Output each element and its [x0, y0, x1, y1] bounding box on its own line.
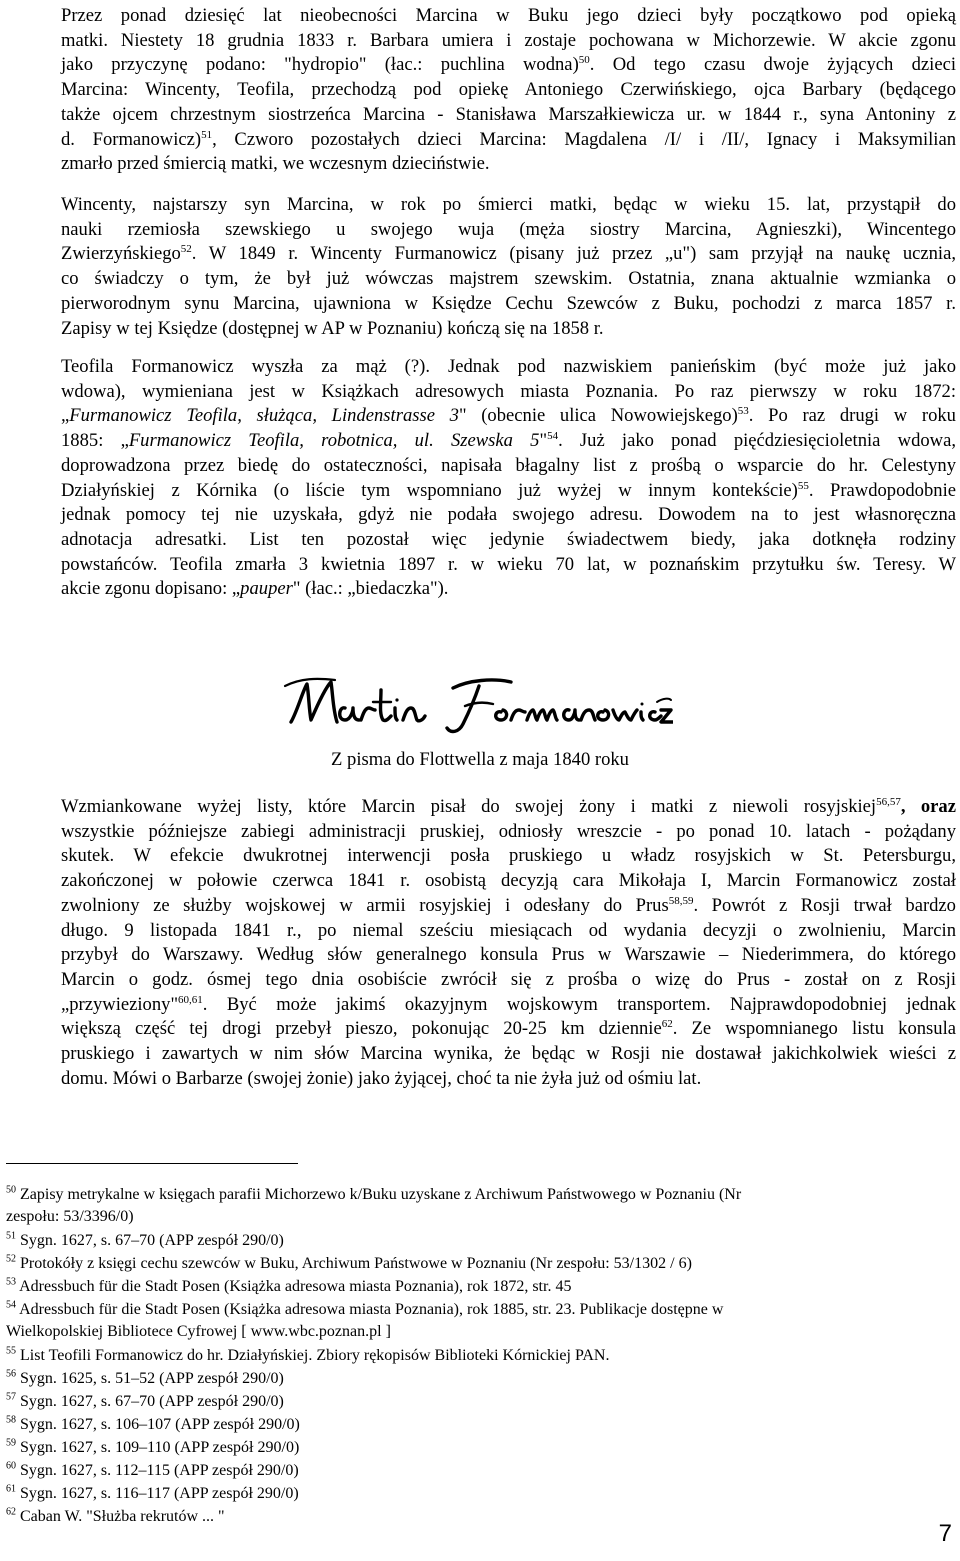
paragraph-2 — [6, 193, 956, 341]
text-line: adnotacja adresatki. List ten pozostał więc jedynie świadectwem biedy, jaka dotknęła rodziny — [61, 528, 956, 550]
footnote-number: 61 — [6, 1483, 16, 1495]
footnote: $^{58}$ Sygn. 1627, s. 106–107 (APP zespół 290/0) — [6, 1414, 300, 1433]
text-line: długo. 9 listopada 1841 r., po niemal sześciu miesiącach od wydania decyzji o zwolnieniu, Marcin — [61, 919, 956, 941]
footnote-number: 57 — [6, 1391, 16, 1403]
text-line: akcie zgonu dopisano: „pauper" (łac.: „biedaczka"). — [61, 578, 449, 600]
footnote: $^{62}$ Caban W. "Służba rekrutów ... " — [6, 1506, 225, 1525]
handwritten-signature — [283, 672, 673, 744]
footnote-ref[interactable]: 53 — [737, 405, 749, 418]
text-line: nauki rzemiosła szewskiego u swojego wuja (męża siostry Marcina, Agnieszki), Wincentego — [61, 218, 956, 240]
text-line: zmarło przed śmiercią matki, we wczesnym dzieciństwie. — [61, 153, 490, 175]
image-caption: Z pisma do Flottwella z maja 1840 roku — [331, 749, 629, 770]
footnote: $^{56}$ Sygn. 1625, s. 51–52 (APP zespół 290/0) — [6, 1368, 284, 1387]
footnote: $^{50}$ Zapisy metrykalne w księgach parafii Michorzewo k/Buku uzyskane z Archiwum Państwowego w Poznaniu (Nr zespołu: 53/3396/0) — [6, 1184, 742, 1225]
footnote-ref[interactable]: 52 — [180, 243, 192, 256]
page-number: 7 — [938, 1520, 952, 1547]
footnote-number: 59 — [6, 1437, 16, 1449]
text-line: Działyńskiej z Kórnika (o liście tym wspomniano już wyżej w innym kontekście)$^{55}$. Prawdopodobnie — [61, 479, 956, 501]
footnote-ref[interactable]: 58,59 — [668, 894, 694, 907]
paragraph-1 — [6, 4, 956, 177]
text-line: Wincenty, najstarszy syn Marcina, w rok po śmierci matki, będąc w wieku 15. lat, przystąpił do — [61, 194, 956, 215]
text-line: jednak pomocy tej nie uzyskała, gdyż nie podała swojego adresu. Dowodem na to jest własnoręczna — [61, 504, 956, 526]
text-line: skutek. W efekcie dwukrotnej interwencji posła pruskiego u władz rosyjskich w St. Petersburgu, — [61, 845, 956, 867]
text-line: Zwierzyńskiego$^{52}$. W 1849 r. Wincenty Furmanowicz (pisany już przez „u") sam przyjął na naukę ucznia, — [61, 243, 956, 265]
text-line: 1885: „Furmanowicz Teofila, robotnica, ul. Szewska 5"$^{54}$. Już jako ponad pięćdziesięcioletnia wdowa, — [61, 429, 956, 452]
text-line: pierworodnym synu Marcina, ujawniona w Księdze Cechu Szewców z Buku, pochodzi z marca 1857 r. — [61, 292, 956, 314]
paragraph-4 — [6, 795, 956, 1091]
text-line: zakończonej w połowie czerwca 1841 r. osobistą decyzją cara Mikołaja I, Marcin Formanowicz został — [61, 870, 956, 892]
text-line: Wzmiankowane wyżej listy, które Marcin pisał do swojej żony i matki z niewoli rosyjskiej$^{56,57}$, oraz — [61, 795, 956, 817]
text-line: co świadczy o tym, że był już wówczas majstrem szewskim. Ostatnia, znana aktualnie wzmianka o — [61, 268, 956, 290]
footnote-number: 62 — [6, 1506, 16, 1518]
text-line: „Furmanowicz Teofila, służąca, Lindenstrasse 3" (obecnie ulica Nowowiejskego)$^{53}$. Po raz drugi w roku — [61, 405, 956, 427]
footnote: $^{52}$ Protokóły z księgi cechu szewców w Buku, Archiwum Państwowe w Poznaniu (Nr zespołu: 53/1302 / 6) — [6, 1253, 692, 1272]
footnote-ref[interactable]: 55 — [797, 479, 809, 492]
text-line: Zapisy w tej Księdze (dostępnej w AP w Poznaniu) kończą się na 1858 r. — [61, 317, 604, 339]
text-line: przybył do Warszawy. Według słów generalnego konsula Prus w Warszawie – Niederimmera, do którego — [61, 944, 956, 966]
paragraph-3 — [6, 355, 956, 602]
text-line: Marcina: Wincenty, Teofila, przechodzą pod opiekę Antoniego Czerwińskiego, ojca Barbary (będącego — [61, 79, 956, 101]
footnote-ref[interactable]: 60,61 — [178, 993, 203, 1006]
text-line: matki. Niestety 18 grudnia 1833 r. Barbara umiera i zostaje pochowana w Michorzewie. W akcie zgonu — [61, 29, 956, 51]
text-line: Teofila Formanowicz wyszła za mąż (?). Jednak pod nazwiskiem panieńskim (być może już jako — [61, 356, 956, 377]
footnote: $^{51}$ Sygn. 1627, s. 67–70 (APP zespół 290/0) — [6, 1230, 284, 1249]
footnote-ref[interactable]: 62 — [661, 1018, 673, 1031]
footnote-number: 51 — [6, 1230, 16, 1242]
footnote-number: 55 — [6, 1345, 16, 1357]
footnote: $^{57}$ Sygn. 1627, s. 67–70 (APP zespół 290/0) — [6, 1391, 284, 1410]
text-line: powstańców. Teofila zmarła 3 kwietnia 1897 r. w wieku 70 lat, w poznańskim przytułku św. Teresy. W — [61, 553, 956, 575]
footnote: $^{59}$ Sygn. 1627, s. 109–110 (APP zespół 290/0) — [6, 1437, 300, 1456]
text-line: Marcin o godz. ósmej tego dnia osobiście zwrócił się z prośba o wizę do Prus - został on z Rosji — [61, 968, 956, 990]
text-line: „przywieziony"$^{60,61}$. Być może jakimś okazyjnym wojskowym transportem. Najprawdopodobniej jednak — [61, 993, 956, 1015]
footnote: $^{55}$ List Teofili Formanowicz do hr. Działyńskiej. Zbiory rękopisów Biblioteki Kórnickiej PAN. — [6, 1345, 610, 1364]
text-line: większą część tej drogi przebył pieszo, pokonując 20-25 km dziennie$^{62}$. Ze wspomnianego listu konsula — [61, 1018, 956, 1040]
footnote-separator — [6, 1163, 298, 1164]
footnote: $^{61}$ Sygn. 1627, s. 116–117 (APP zespół 290/0) — [6, 1483, 299, 1502]
footnote-number: 60 — [6, 1460, 16, 1472]
footnote-number: 58 — [6, 1414, 16, 1426]
text-line: d. Formanowicz)$^{51}$, Czworo pozostałych dzieci Marcina: Magdalena /I/ i /II/, Ignacy i Maksymilian — [61, 128, 957, 150]
text-line: Przez ponad dziesięć lat nieobecności Marcina w Buku jego dzieci były początkowo pod opieką — [61, 5, 956, 26]
footnote-ref[interactable]: 56,57 — [876, 795, 901, 808]
text-line: także ojcem chrzestnym siostrzeńca Marcina - Stanisława Marszałkiewicza ur. w 1844 r., syna Antoniny z — [61, 103, 956, 125]
footnote-ref[interactable]: 54 — [547, 429, 559, 442]
footnote-ref[interactable]: 51 — [201, 128, 213, 141]
footnote: $^{54}$ Adressbuch für die Stadt Posen (Książka adresowa miasta Poznania), rok 1885, str. 23. Publikacje dostępne w Wielkopolskiej Bibliotece Cyfrowej [ www.wbc.poznan.pl ] — [6, 1299, 724, 1340]
text-line: wdowa), wymieniana jest w Książkach adresowych miasta Poznania. Po raz pierwszy w roku 1872: — [61, 380, 956, 402]
footnote-number: 54 — [6, 1299, 16, 1311]
footnote-ref[interactable]: 50 — [578, 54, 590, 67]
text-line: pruskiego i zawartych w nim słów Marcina wynika, że będąc w Rosji nie dostawał jakichkolwiek wieści z — [61, 1043, 956, 1065]
text-line: jako przyczynę podano: "hydropio" (łac.: puchlina wodna)$^{50}$. Od tego czasu dwoje żyjących dzieci — [61, 54, 957, 76]
footnote-number: 52 — [6, 1253, 16, 1265]
text-line: zwolniony ze służby wojskowej w armii rosyjskiej i odesłany do Prus$^{58,59}$. Powrót z Rosji trwał bardzo — [61, 894, 956, 916]
footnote-number: 53 — [6, 1276, 16, 1288]
text-line: wszystkie późniejsze zabiegi administracji pruskiej, odniosły wreszcie - po ponad 10. latach - pożądany — [61, 820, 956, 842]
footnote-number: 56 — [6, 1368, 16, 1380]
text-line: domu. Mówi o Barbarze (swojej żonie) jako żyjącej, choć ta nie żyła już od ośmiu lat. — [61, 1067, 702, 1089]
footnote: $^{53}$ Adressbuch für die Stadt Posen (Książka adresowa miasta Poznania), rok 1872, str. 45 — [6, 1276, 572, 1295]
footnote-number: 50 — [6, 1184, 16, 1196]
text-line: doprowadzona przez biedę do ostateczności, napisała błagalny list z prośbą o wsparcie do hr. Celestyny — [61, 454, 956, 476]
footnote: $^{60}$ Sygn. 1627, s. 112–115 (APP zespół 290/0) — [6, 1460, 299, 1479]
